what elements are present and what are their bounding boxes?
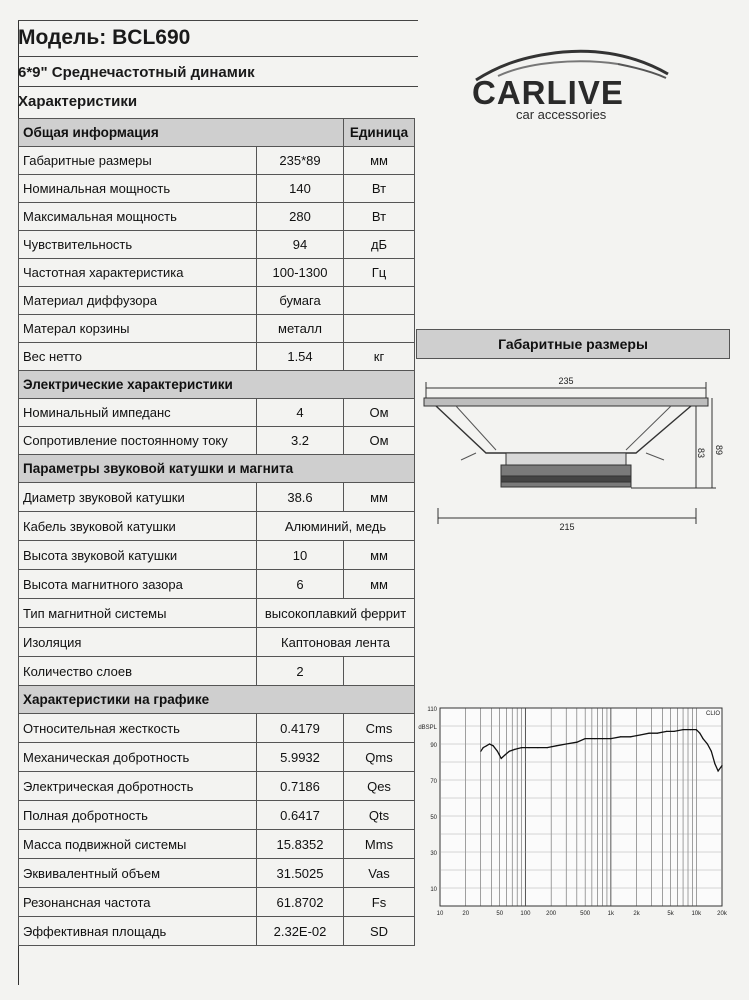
row-value: 0.7186 — [257, 772, 344, 801]
chart-data-point — [702, 738, 703, 739]
table-row — [19, 512, 415, 541]
row-value: 1.54 — [257, 343, 344, 371]
chart-data-point — [547, 747, 548, 748]
row-value: 3.2 — [257, 427, 344, 455]
row-unit: Ом — [344, 427, 415, 455]
row-unit — [344, 315, 415, 343]
dim-label-bottom: 215 — [559, 522, 575, 532]
row-unit — [344, 287, 415, 315]
chart-xtick-label: 5k — [667, 911, 674, 917]
chart-data-point — [528, 747, 529, 748]
chart-ytick-label: dBSPL — [418, 725, 437, 731]
chart-data-point — [483, 747, 484, 748]
row-value: 140 — [257, 175, 344, 203]
row-name: Максимальная мощность — [19, 203, 257, 231]
row-unit: Qms — [344, 743, 415, 772]
row-name: Эффективная площадь — [19, 917, 257, 946]
dim-label-top: 235 — [558, 376, 574, 386]
chart-data-point — [602, 738, 603, 739]
table-row — [19, 343, 415, 371]
chart-data-point — [696, 729, 697, 730]
dim-label-89: 89 — [714, 444, 724, 456]
dimensions-header: Габаритные размеры — [416, 329, 730, 359]
chart-data-point — [505, 754, 506, 755]
chart-data-point — [640, 734, 641, 735]
row-unit: Vas — [344, 859, 415, 888]
chart-data-point — [521, 747, 522, 748]
spec-table — [18, 118, 415, 946]
section-title-electrical: Электрические характеристики — [19, 371, 415, 399]
chart-data-point — [576, 742, 577, 743]
table-row — [19, 483, 415, 512]
row-value: 38.6 — [257, 483, 344, 512]
chart-xtick-label: 500 — [580, 911, 591, 917]
header-top-rule — [18, 20, 418, 21]
chart-data-point — [501, 758, 502, 759]
section-header-graph — [19, 686, 415, 714]
chart-data-point — [493, 745, 494, 746]
chart-data-point — [707, 743, 708, 744]
row-unit: Fs — [344, 888, 415, 917]
header-rule-2 — [18, 86, 418, 87]
logo-brand: CARLIVE — [472, 74, 624, 111]
row-unit — [344, 657, 415, 686]
chart-ytick-label: 30 — [430, 851, 437, 857]
row-value: 280 — [257, 203, 344, 231]
chart-data-point — [699, 733, 700, 734]
table-row — [19, 714, 415, 743]
row-value: металл — [257, 315, 344, 343]
row-name: Номинальная мощность — [19, 175, 257, 203]
chart-data-point — [537, 747, 538, 748]
row-name: Резонансная частота — [19, 888, 257, 917]
row-value: 0.4179 — [257, 714, 344, 743]
chart-data-point — [480, 751, 481, 752]
row-name: Высота магнитного зазора — [19, 570, 257, 599]
row-value: Алюминий, медь — [257, 512, 415, 541]
chart-data-point — [620, 736, 621, 737]
chart-data-point — [683, 729, 684, 730]
row-name: Масса подвижной системы — [19, 830, 257, 859]
row-value: бумага — [257, 287, 344, 315]
chart-xtick-label: 100 — [520, 911, 531, 917]
table-row — [19, 657, 415, 686]
row-name: Тип магнитной системы — [19, 599, 257, 628]
speaker-frame — [424, 398, 708, 406]
characteristics-heading: Характеристики — [18, 93, 138, 110]
table-row — [19, 315, 415, 343]
row-name: Полная добротность — [19, 801, 257, 830]
row-value: 2 — [257, 657, 344, 686]
chart-data-point — [630, 736, 631, 737]
model-title: Модель: BCL690 — [18, 26, 191, 49]
section-title-graph: Характеристики на графике — [19, 686, 415, 714]
dim-label-83: 83 — [696, 447, 706, 459]
chart-data-point — [566, 743, 567, 744]
row-name: Количество слоев — [19, 657, 257, 686]
row-name: Матерал корзины — [19, 315, 257, 343]
chart-data-point — [610, 738, 611, 739]
header-rule-1 — [18, 56, 418, 57]
table-row — [19, 259, 415, 287]
row-value: 2.32E-02 — [257, 917, 344, 946]
row-name: Сопротивление постоянному току — [19, 427, 257, 455]
table-row — [19, 570, 415, 599]
row-value: 61.8702 — [257, 888, 344, 917]
row-name: Диаметр звуковой катушки — [19, 483, 257, 512]
row-name: Номинальный импеданс — [19, 399, 257, 427]
product-subtitle: 6*9" Среднечастотный динамик — [18, 64, 255, 81]
row-value: 4 — [257, 399, 344, 427]
section-title-general: Общая информация — [19, 119, 344, 147]
table-row — [19, 399, 415, 427]
chart-data-point — [486, 745, 487, 746]
table-row — [19, 599, 415, 628]
row-name: Частотная характеристика — [19, 259, 257, 287]
chart-data-point — [721, 765, 722, 766]
row-unit: мм — [344, 541, 415, 570]
speaker-magnet-top — [506, 453, 626, 465]
speaker-basket — [436, 406, 691, 453]
chart-data-point — [497, 751, 498, 752]
chart-data-point — [594, 738, 595, 739]
table-row — [19, 203, 415, 231]
row-name: Чувствительность — [19, 231, 257, 259]
row-name: Кабель звуковой катушки — [19, 512, 257, 541]
table-row — [19, 917, 415, 946]
row-value: высокоплавкий феррит — [257, 599, 415, 628]
row-value: 5.9932 — [257, 743, 344, 772]
row-unit: мм — [344, 147, 415, 175]
carlive-logo — [468, 44, 678, 124]
chart-xtick-label: 1k — [607, 911, 615, 917]
row-unit: Гц — [344, 259, 415, 287]
row-name: Изоляция — [19, 628, 257, 657]
row-value: 100-1300 — [257, 259, 344, 287]
chart-data-point — [556, 745, 557, 746]
row-name: Габаритные размеры — [19, 147, 257, 175]
chart-data-point — [489, 743, 490, 744]
row-name: Высота звуковой катушки — [19, 541, 257, 570]
chart-ytick-label: 90 — [430, 743, 437, 749]
row-name: Эквивалентный объем — [19, 859, 257, 888]
section-title-coil: Параметры звуковой катушки и магнита — [19, 455, 415, 483]
row-name: Электрическая добротность — [19, 772, 257, 801]
chart-data-point — [666, 731, 667, 732]
chart-data-point — [711, 751, 712, 752]
chart-data-point — [718, 770, 719, 771]
table-row — [19, 772, 415, 801]
row-value: 235*89 — [257, 147, 344, 175]
chart-data-point — [674, 731, 675, 732]
section-header-coil — [19, 455, 415, 483]
row-unit: Qes — [344, 772, 415, 801]
section-header-electrical — [19, 371, 415, 399]
table-row — [19, 830, 415, 859]
row-value: 15.8352 — [257, 830, 344, 859]
table-row — [19, 628, 415, 657]
row-value: 10 — [257, 541, 344, 570]
table-row — [19, 888, 415, 917]
row-unit: Ом — [344, 399, 415, 427]
chart-corner-label: CLIO — [705, 711, 720, 717]
speaker-dimension-drawing — [416, 358, 736, 533]
unit-column-header: Единица — [344, 119, 415, 147]
chart-data-point — [514, 749, 515, 750]
chart-ytick-label: 70 — [430, 779, 437, 785]
table-row — [19, 147, 415, 175]
table-row — [19, 743, 415, 772]
chart-data-point — [690, 729, 691, 730]
row-value: 6 — [257, 570, 344, 599]
row-name: Вес нетто — [19, 343, 257, 371]
chart-data-point — [509, 751, 510, 752]
chart-data-point — [649, 733, 650, 734]
row-unit: Mms — [344, 830, 415, 859]
table-row — [19, 175, 415, 203]
chart-xtick-label: 50 — [496, 911, 504, 917]
chart-xtick-label: 10k — [691, 911, 702, 917]
frequency-response-chart — [418, 700, 736, 918]
row-value: Каптоновая лента — [257, 628, 415, 657]
table-row — [19, 231, 415, 259]
logo-tagline: car accessories — [516, 107, 607, 122]
row-unit: Cms — [344, 714, 415, 743]
table-row — [19, 427, 415, 455]
row-value: 31.5025 — [257, 859, 344, 888]
table-row — [19, 287, 415, 315]
row-unit: SD — [344, 917, 415, 946]
row-name: Механическая добротность — [19, 743, 257, 772]
row-unit: кг — [344, 343, 415, 371]
chart-ytick-label: 110 — [427, 707, 437, 713]
row-unit: дБ — [344, 231, 415, 259]
row-unit: Вт — [344, 203, 415, 231]
row-unit: мм — [344, 483, 415, 512]
chart-xtick-label: 2k — [633, 911, 640, 917]
chart-xtick-label: 200 — [546, 911, 557, 917]
chart-data-point — [657, 733, 658, 734]
section-header-general — [19, 119, 415, 147]
table-row — [19, 801, 415, 830]
row-unit: Qts — [344, 801, 415, 830]
chart-xtick-label: 20 — [462, 911, 470, 917]
row-name: Относительная жесткость — [19, 714, 257, 743]
row-unit: мм — [344, 570, 415, 599]
chart-data-point — [714, 763, 715, 764]
chart-xtick-label: 20k — [717, 911, 727, 917]
table-row — [19, 859, 415, 888]
chart-ytick-label: 50 — [430, 815, 437, 821]
row-unit: Вт — [344, 175, 415, 203]
row-value: 94 — [257, 231, 344, 259]
chart-data-point — [585, 738, 586, 739]
table-row — [19, 541, 415, 570]
row-name: Материал диффузора — [19, 287, 257, 315]
chart-plot-area — [440, 708, 722, 906]
chart-xtick-label: 10 — [436, 911, 444, 917]
row-value: 0.6417 — [257, 801, 344, 830]
chart-ytick-label: 10 — [430, 887, 437, 893]
